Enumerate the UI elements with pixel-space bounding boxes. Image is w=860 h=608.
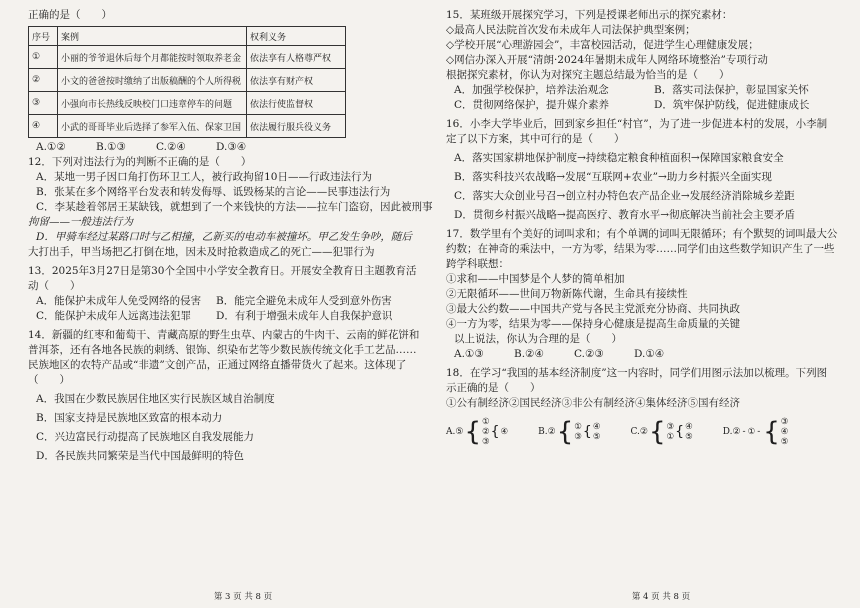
table-row [29,115,346,138]
q11-stem-tail: 正确的是（ ） [28,9,112,21]
q14-option-b: B．国家支持是民族地区致富的根本动力 [36,412,223,424]
diagram-label: C. [630,427,640,437]
diagram-item: ⑤ [780,437,789,447]
option: D.③④ [216,141,247,153]
diagram-item: ① [574,422,582,432]
q15-options-ab [446,83,846,98]
q16-option-c: C．落实大众创业号召→创立村办特色农产品企业→发展经济消除城乡差距 [454,190,795,202]
q15-material: ◇最高人民法院首次发布未成年人司法保护典型案例； [446,24,696,36]
q17-stem-cont: 约数；在神奇的乘法中，一方为零，结果为零……同学们由这些数学知识产生了一些 [446,243,835,255]
diagram-item: ① [747,427,756,437]
q15-material: ◇学校开展“心理游园会”，丰富校园活动，促进学生心理健康发展； [446,39,759,51]
diagram-item: ④ [780,427,789,437]
q11-options [28,140,416,155]
q11-table [28,26,346,138]
table-cell: 小文的爸爸按时缴纳了出版稿酬的个人所得税 [58,69,247,92]
q15-options-cd [446,98,846,113]
diagram-item: ③ [666,422,675,432]
q18-stem-cont: 示正确的是（ ） [446,382,541,394]
diagram-head: ② [732,427,741,437]
q14-stem-cont: 民族地区的农特产品或“非遗”文创产品，正通过网络直播带货火了起来。这体现了 [28,359,407,371]
q12-option-a: A．某地一男子因口角打伤环卫工人，被行政拘留10日——行政违法行为 [36,171,372,183]
table-cell: ① [29,46,58,69]
diagram-label: B. [538,427,548,437]
diagram-item: ④ [685,422,693,432]
q16-stem: 16．小李大学毕业后，回到家乡担任“村官”，为了进一步促进本村的发展，小李制 [446,118,828,130]
q18-diagram-c [630,417,692,447]
diagram-item: ⑤ [592,432,601,442]
q17-statement: ③最大公约数——中国共产党与各民主党派充分协商、共同执政 [446,303,740,315]
page-footer: 第 4 页 共 8 页 [631,592,691,602]
option: B.②④ [514,348,544,360]
table-header: 序号 [29,27,58,46]
q16-stem-cont: 定了以下方案，其中可行的是（ ） [446,133,625,145]
table-cell: 小丽的爷爷退休后每个月都能按时领取养老金 [58,46,247,69]
option: B.①③ [96,141,126,153]
brace-icon: { [675,424,685,440]
right-page [430,0,860,608]
q17-stem: 17．数学里有个美好的词叫求和；有个单调的词叫无限循环；有个默契的词叫最大公 [446,228,838,240]
diagram-mid [748,427,756,437]
brace-icon: { [464,417,481,447]
q13-option-c: C．能保护未成年人远离违法犯罪 [36,310,192,322]
option: C.②③ [574,348,604,360]
q14-option-a: A．我国在少数民族居住地区实行民族区域自治制度 [36,393,275,405]
q18-stem: 18．在学习“我国的基本经济制度”这一内容时，同学们用图示法加以梳理。下列图 [446,367,828,379]
table-row [29,69,346,92]
q13-stem-cont: 动（ ） [28,280,81,292]
q18-diagrams [446,417,846,447]
table-cell: 依法履行服兵役义务 [247,115,346,138]
q18-diagram-d [723,417,789,447]
diagram-item: ① [482,417,490,427]
q15-stem: 15．某班级开展探究学习，下列是授课老师出示的探究素材： [446,9,733,21]
diagram-item: ③ [780,417,789,427]
diagram-right [501,427,509,437]
diagram-mid [482,417,490,447]
table-row [29,92,346,115]
q12-option-c: C．李某趁着邻居王某缺钱，就想到了一个来钱快的方法——拉车门盗窃，因此被刑事 [36,201,433,213]
q13-option-b: B．能完全避免未成年人受到意外伤害 [216,295,392,307]
q18-diagram-a [446,417,508,447]
table-cell: 依法享有人格尊严权 [247,46,346,69]
q13-stem: 13．2025年3月27日是第30个全国中小学安全教育日。开展安全教育日主题教育活 [28,265,417,277]
diagram-item: ③ [574,432,582,442]
table-cell: 小强向市长热线反映校门口违章停车的问题 [58,92,247,115]
diagram-head: ⑤ [455,427,464,437]
q17-stem-cont: 跨学科联想： [446,258,509,270]
brace-icon: { [648,417,666,447]
q16-option-d: D．贯彻乡村振兴战略→提高医疗、教育水平→彻底解决当前社会主要矛盾 [454,209,796,221]
diagram-item: ④ [500,427,509,437]
q17-statement: ①求和——中国梦是个人梦的简单相加 [446,273,625,285]
q13-option-a: A．能保护未成年人免受网络的侵害 [36,295,202,307]
table-header-row [29,27,346,46]
q12-stem: 12．下列对违法行为的判断不正确的是（ ） [28,156,252,168]
table-cell: 依法享有财产权 [247,69,346,92]
q17-statement: ④一方为零，结果为零——保持身心健康是提高生命质量的关键 [446,318,740,330]
table-cell: ④ [29,115,58,138]
diagram-head: ② [639,427,648,437]
table-header: 权利义务 [247,27,346,46]
q13-options-cd [28,309,416,324]
diagram-head: ② [547,427,556,437]
diagram-item: ① [666,432,675,442]
q18-items: ①公有制经济②国民经济③非公有制经济④集体经济⑤国有经济 [446,397,740,409]
q15-option-c: C．贯彻网络保护，提升媒介素养 [454,99,610,111]
diagram-label: D. [722,427,733,437]
q18-diagram-b [538,417,600,447]
diagram-label: A. [446,427,456,437]
table-header: 案例 [58,27,247,46]
q14-stem: 14．新疆的红枣和葡萄干、青藏高原的野生虫草、内蒙古的牛肉干、云南的鲜花饼和 [28,329,420,341]
diagram-right [593,422,601,442]
diagram-mid [574,422,582,442]
diagram-item: ⑤ [685,432,693,442]
q14-option-d: D．各民族共同繁荣是当代中国最鲜明的特色 [36,450,244,462]
q15-option-a: A．加强学校保护，培养法治观念 [454,84,609,96]
brace-icon: { [582,424,592,440]
option: C.②④ [156,141,186,153]
q14-option-c: C．兴边富民行动提高了民族地区自我发展能力 [36,431,255,443]
brace-icon: { [490,424,500,440]
q15-option-d: D．筑牢保护防线，促进健康成长 [654,99,810,111]
q12-option-b: B．张某在多个网络平台发表和转发侮辱、诋毁杨某的言论——民事违法行为 [36,186,391,198]
diagram-right [781,417,789,447]
q15-question: 根据探究素材，你认为对探究主题总结最为恰当的是（ ） [446,69,730,81]
diagram-item: ② [482,427,490,437]
q17-options [446,347,846,362]
table-cell: 小武的哥哥毕业后选择了参军入伍、保家卫国 [58,115,247,138]
q17-ask: 以上说法，你认为合理的是（ ） [454,333,622,345]
q12-option-c-cont: 拘留——一般违法行为 [28,216,133,228]
brace-icon: { [763,417,780,447]
q12-option-d-cont: 大打出手，甲当场把乙打倒在地，因未及时抢救造成乙的死亡——犯罪行为 [28,246,375,258]
q13-options-ab [28,294,416,309]
q16-option-a: A．落实国家耕地保护制度→持续稳定粮食种植面积→保障国家粮食安全 [454,152,784,164]
brace-icon: { [556,417,574,447]
q13-option-d: D．有利于增强未成年人自我保护意识 [216,310,393,322]
dash-icon: - [742,427,746,437]
option: D.①④ [634,348,665,360]
q14-stem-cont: 普洱茶，还有各地各民族的刺绣、银饰、织染布艺等少数民族传统文化手工艺品…… [28,344,417,356]
q17-statement: ②无限循环——世间万物新陈代谢，生命具有接续性 [446,288,688,300]
diagram-right [685,422,693,442]
q12-option-d: D．甲骑车经过某路口时与乙相撞，乙新买的电动车被撞坏。甲乙发生争吵，随后 [36,231,412,243]
diagram-item: ③ [482,437,490,447]
table-row [29,46,346,69]
q15-option-b: B．落实司法保护，彰显国家关怀 [654,84,809,96]
table-cell: ② [29,69,58,92]
q14-stem-cont: （ ） [28,374,70,386]
dash-icon: - [757,427,761,437]
diagram-item: ④ [592,422,601,432]
q16-option-b: B．落实科技兴农战略→发展“互联网+农业”→助力乡村振兴全面实现 [454,171,772,183]
diagram-mid [667,422,675,442]
option: A.①③ [454,348,484,360]
option: A.①② [36,141,66,153]
table-cell: ③ [29,92,58,115]
page-footer: 第 3 页 共 8 页 [213,592,273,602]
q15-material: ◇网信办深入开展“清朗·2024年暑期未成年人网络环境整治”专项行动 [446,54,768,66]
table-cell: 依法行使监督权 [247,92,346,115]
